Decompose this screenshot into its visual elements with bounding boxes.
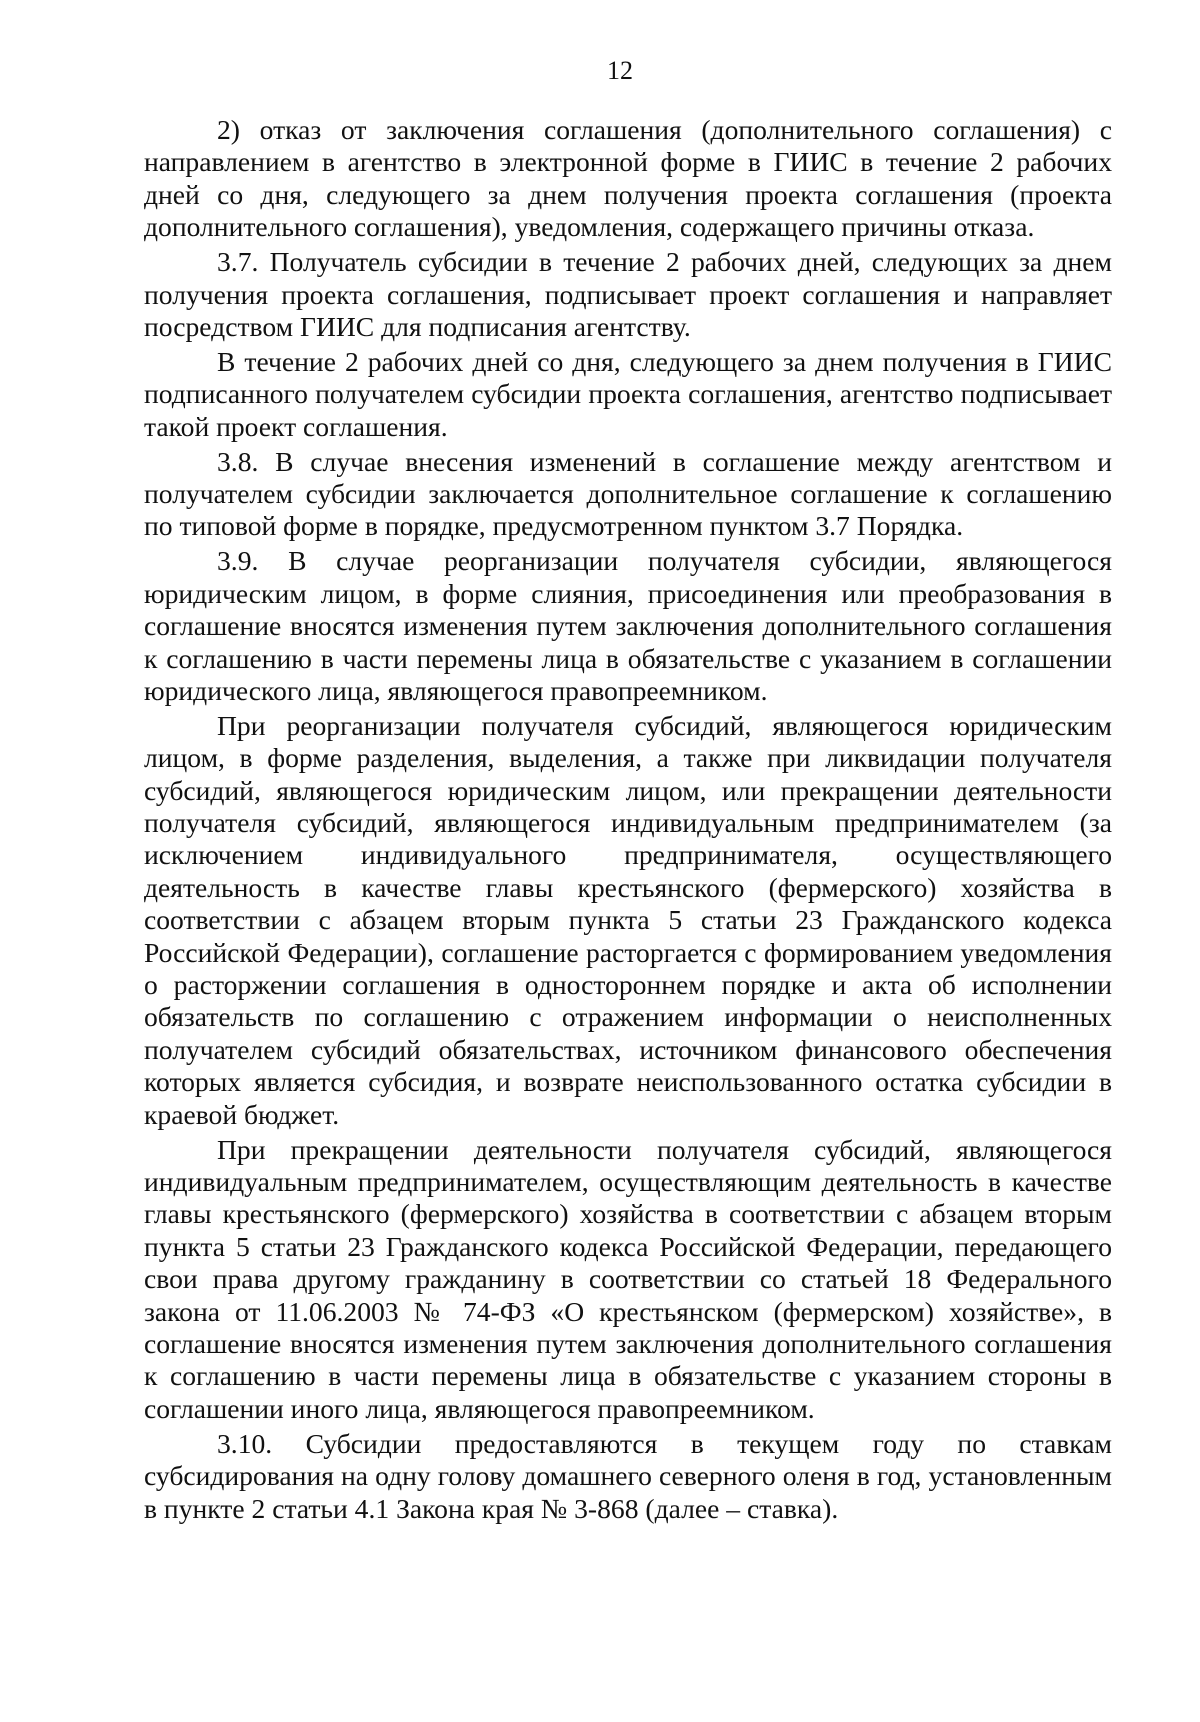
paragraph-3-9-termination: При реорганизации получателя субсидий, являющегося юридическим лицом, в форме разделения, выделения, а также при ликвидации получателя субсидий, являющегося юридическим лицом, или прекращении деятельности получателя субсидий, являющегося индивидуальным предпринимателем (за исключением индивидуального предпринимателя, осуществляющего деятельность в качестве главы крестьянского (фермерского) хозяйства в соответствии с абзацем вторым пункта 5 статьи 23 Гражданского кодекса Российской Федерации), соглашение расторгается с формированием уведомления о расторжении соглашения в одностороннем порядке и акта об исполнении обязательств по соглашению с отражением информации о неисполненных получателем субсидий обязательствах, источником финансового обеспечения которых является субсидия, и возврате неиспользованного остатка субсидии в краевой бюджет. bbox=[144, 709, 1112, 1130]
paragraph-3-7-agency-signing: В течение 2 рабочих дней со дня, следующего за днем получения в ГИИС подписанного получателем субсидии проекта соглашения, агентство подписывает такой проект соглашения. bbox=[144, 345, 1112, 442]
document-body bbox=[144, 114, 1112, 1527]
paragraph-refusal-clause: 2) отказ от заключения соглашения (дополнительного соглашения) с направлением в агентство в электронной форме в ГИИС в течение 2 рабочих дней со дня, следующего за днем получения проекта соглашения (проекта дополнительного соглашения), уведомления, содержащего причины отказа. bbox=[144, 114, 1112, 243]
paragraph-3-9: 3.9. В случае реорганизации получателя субсидии, являющегося юридическим лицом, в форме слияния, присоединения или преобразования в соглашение вносятся изменения путем заключения дополнительного соглашения к соглашению в части перемены лица в обязательстве с указанием в соглашении юридического лица, являющегося правопреемником. bbox=[144, 545, 1112, 706]
paragraph-3-10: 3.10. Субсидии предоставляются в текущем году по ставкам субсидирования на одну голову домашнего северного оленя в год, установленным в пункте 2 статьи 4.1 Закона края № 3-868 (далее – ставка). bbox=[144, 1427, 1112, 1524]
page-number: 12 bbox=[607, 56, 633, 85]
paragraph-3-8: 3.8. В случае внесения изменений в соглашение между агентством и получателем субсидии заключается дополнительное соглашение к соглашению по типовой форме в порядке, предусмотренном пунктом 3.7 Порядка. bbox=[144, 445, 1112, 542]
paragraph-3-9-farm-transfer: При прекращении деятельности получателя субсидий, являющегося индивидуальным предпринимателем, осуществляющим деятельность в качестве главы крестьянского (фермерского) хозяйства в соответствии с абзацем вторым пункта 5 статьи 23 Гражданского кодекса Российской Федерации, передающего свои права другому гражданину в соответствии со статьей 18 Федерального закона от 11.06.2003 № 74-ФЗ «О крестьянском (фермерском) хозяйстве», в соглашение вносятся изменения путем заключения дополнительного соглашения к соглашению в части перемены лица в обязательстве с указанием стороны в соглашении иного лица, являющегося правопреемником. bbox=[144, 1133, 1112, 1424]
paragraph-3-7: 3.7. Получатель субсидии в течение 2 рабочих дней, следующих за днем получения проекта соглашения, подписывает проект соглашения и направляет посредством ГИИС для подписания агентству. bbox=[144, 246, 1112, 342]
